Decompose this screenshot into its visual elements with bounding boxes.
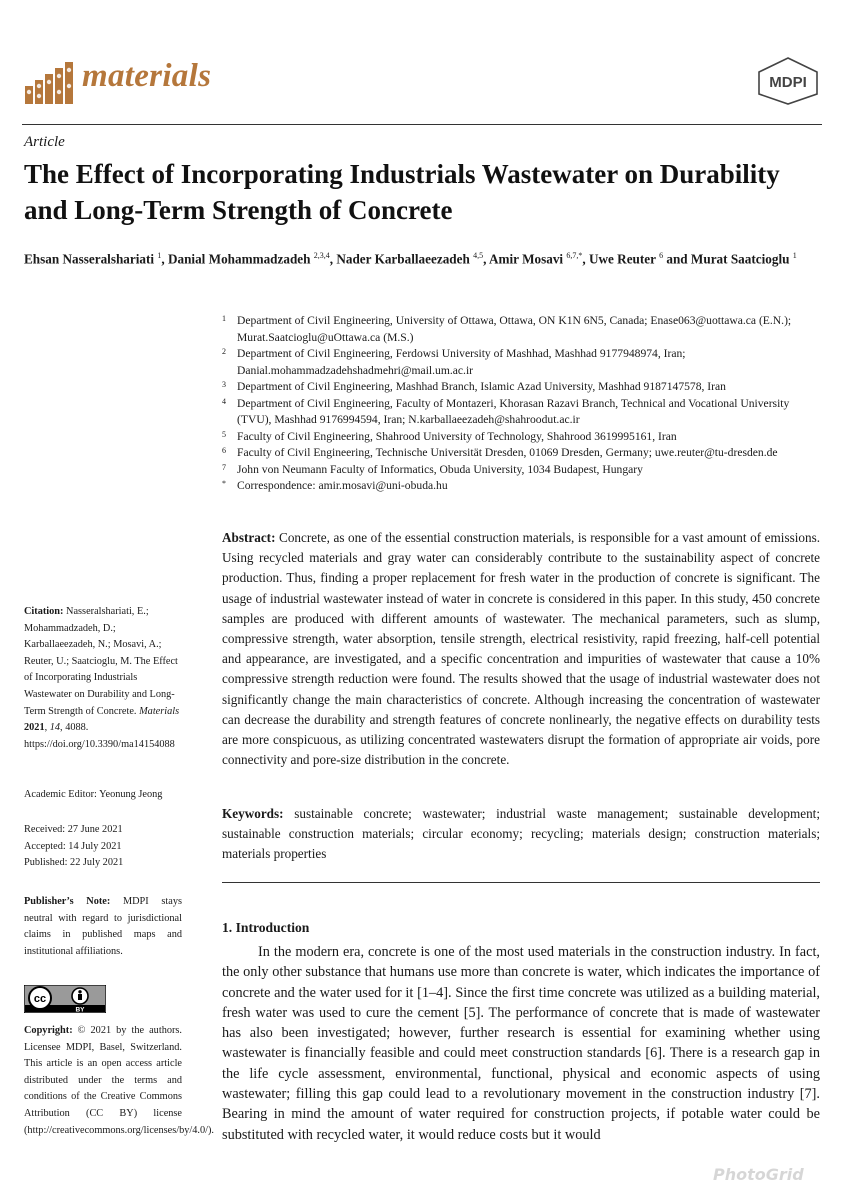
published-date: Published: 22 July 2021 — [24, 857, 124, 869]
affiliation-mark: * — [222, 479, 226, 488]
affiliation-item — [222, 462, 822, 479]
abstract-label: Abstract: — [222, 530, 276, 545]
header-divider — [22, 124, 822, 125]
citation-year: 2021 — [24, 722, 45, 734]
affiliation-item — [222, 396, 822, 429]
author-affiliation-mark: 1 — [157, 251, 162, 260]
affiliation-text: Faculty of Civil Engineering, Shahrood University of Technology, Shahrood 3619995161, Iran — [237, 429, 677, 443]
journal-logo — [22, 52, 232, 108]
affiliation-text: Department of Civil Engineering, Mashhad Branch, Islamic Azad University, Mashhad 9187147578, Iran — [237, 380, 726, 393]
author-affiliation-mark: 6 — [659, 251, 664, 260]
affiliation-mark: 2 — [222, 347, 226, 356]
journal-name: materials — [82, 58, 212, 94]
affiliation-text: Correspondence: amir.mosavi@uni-obuda.hu — [237, 479, 448, 492]
author-affiliation-mark: 2,3,4 — [313, 251, 330, 260]
affiliation-mark: 6 — [222, 446, 226, 455]
photogrid-watermark: PhotoGrid — [713, 1165, 804, 1184]
article-title: The Effect of Incorporating Industrials Wastewater on Durability and Long-Term Strength of Concrete — [24, 159, 780, 225]
mdpi-logo-icon — [755, 56, 821, 106]
affiliation-text: John von Neumann Faculty of Informatics, Obuda University, 1034 Budapest, Hungary — [237, 462, 643, 476]
affiliation-item — [222, 379, 822, 396]
keywords — [222, 804, 820, 865]
affiliation-text: Department of Civil Engineering, University of Ottawa, Ottawa, ON K1N 6N5, Canada; Enase063@uottawa.ca (E.N.); Murat.Saatcioglu@uOttawa.ca (M.S.) — [237, 314, 792, 344]
author-name: Amir Mosavi — [488, 251, 564, 267]
publisher-note-label: Publisher’s Note: — [24, 896, 111, 907]
article-type: Article — [24, 134, 65, 150]
accepted-date: Accepted: 14 July 2021 — [24, 840, 122, 852]
citation-doi[interactable]: , 4088. https://doi.org/10.3390/ma14154088 — [24, 722, 175, 750]
affiliation-mark: 7 — [222, 462, 226, 472]
author-name: Uwe Reuter — [588, 251, 656, 267]
author-affiliation-mark: 6,7,* — [566, 251, 583, 260]
author-name: Nader Karballaeezadeh — [336, 251, 470, 267]
section-divider — [222, 882, 820, 883]
affiliation-item — [222, 346, 822, 379]
cc-by-label: BY — [75, 1006, 85, 1013]
affiliation-text: Department of Civil Engineering, Faculty of Montazeri, Khorasan Razavi Branch, Technical and Vocational University (TVU), Mashhad 9176994594, Iran; N.karballaeezadeh@shahroodut.ac.ir — [237, 396, 790, 426]
journal-logo-icon — [22, 52, 78, 108]
affiliation-item — [222, 313, 822, 346]
affiliation-text: Faculty of Civil Engineering, Technische Universität Dresden, 01069 Dresden, Germany; uwe.reuter@tu-dresden.de — [237, 446, 778, 459]
author-affiliation-mark: 1 — [792, 251, 797, 260]
svg-text:cc: cc — [33, 993, 47, 1005]
affiliation-item — [222, 478, 822, 495]
author-name: Danial Mohammadzadeh — [167, 251, 311, 267]
author-name: Ehsan Nasseralshariati — [24, 251, 155, 267]
citation-block: Citation: Nasseralshariati, E.; Mohammadzadeh, D.; Karballaeezadeh, N.; Mosavi, A.; Reuter, U.; Saatcioglu, M. The Effect of Incorporating Industrials Wastewater on Durability and Long-Term Strength of Concrete. Materials 2021, 14, 4088. https://doi.org/10.3390/ma14154088 — [24, 606, 180, 750]
received-date: Received: 27 June 2021 — [24, 824, 123, 835]
copyright-block — [24, 1023, 214, 1139]
abstract — [222, 528, 820, 770]
author-name: Murat Saatcioglu — [690, 251, 790, 267]
cc-by-license-icon[interactable] — [24, 985, 106, 1013]
citation-volume: 14 — [49, 722, 61, 734]
keywords-text: sustainable concrete; wastewater; industrial waste management; sustainable development; sustainable construction materials; circular economy; recycling; materials design; construction materials; materials properties — [222, 806, 820, 862]
abstract-text: Concrete, as one of the essential construction materials, is responsible for a vast amount of emissions. Using recycled materials and gray water can considerably contribute to the sustainability aspect of concrete production. Thus, finding a proper replacement for fresh water in the production of concrete is significant. The usage of industrial wastewater instead of water in concrete is considered in this paper. In this study, 450 concrete samples are produced with different amounts of wastewater. The mechanical parameters, such as slump, compressive strength, water absorption, tensile strength, electrical resistivity, rapid freezing, half-cell potential and appearance, are investigated, and a specific concentration and impurities of wastewater that cause a 10% compressive strength reduction were found. The results showed that the usage of industrial wastewater does not significantly change the main characteristics of concrete. Although increasing the concentration of wastewater can decrease the durability and strength features of concrete nonlinearly, the negative effects on durability tests are more conspicuous, as utilizing concentrated wastewaters disrupt the formation of appropriate air voids, pore connectivity and pore-size distribution in the concrete. — [222, 530, 820, 768]
publication-dates — [24, 822, 182, 872]
publisher-note-text: MDPI stays neutral with regard to jurisdictional claims in published maps and institutional affiliations. — [24, 896, 182, 957]
author-list: Ehsan Nasseralshariati $^1$, Danial Mohammadzadeh $^{2,3,4}$, Nader Karballaeezadeh $^{4,5}$, Amir Mosavi $^{6,7,*}$, Uwe Reuter $^6$ and Murat Saatcioglu $^1$ — [24, 251, 797, 267]
citation-label: Citation: — [24, 606, 64, 617]
publisher-note — [24, 894, 182, 960]
introduction-text: In the modern era, concrete is one of the most used materials in the construction industry. In fact, the only other substance that humans use more than concrete is water, which indicates the importance of concrete and the water used for it [1–4]. Since the first time concrete was utilized as a building material, fresh water was used to cure the cement [5]. The performance of concrete that is made of wastewater has also been investigated; however, further research is essential for examining whether using wastewater is financially feasible and could meet construction standards [6]. There is a research gap in the life cycle assessment, environmental, functional, physical and economic aspects of using wastewater; filling this gap could lead to a revolutionary movement in the construction industry [7]. Bearing in mind the amount of water required for construction projects, if potable water could be substituted with recycled water, it would reduce costs but it would — [222, 944, 820, 1143]
affiliations — [222, 313, 822, 495]
academic-editor: Academic Editor: Yeonung Jeong — [24, 789, 163, 800]
section-heading: 1. Introduction — [222, 920, 310, 935]
copyright-label: Copyright: — [24, 1025, 73, 1036]
affiliation-item — [222, 445, 822, 462]
affiliation-item — [222, 429, 822, 446]
citation-text: Nasseralshariati, E.; Mohammadzadeh, D.; Karballaeezadeh, N.; Mosavi, A.; Reuter, U.; Saatcioglu, M. The Effect of Incorporating Industrials Wastewater on Durability and Long-Term Strength of Concrete. — [24, 606, 178, 717]
author-affiliation-mark: 4,5 — [473, 251, 484, 260]
affiliation-mark: 5 — [222, 429, 226, 439]
keywords-label: Keywords: — [222, 806, 284, 821]
affiliation-text: Department of Civil Engineering, Ferdowsi University of Mashhad, Mashhad 9177948974, Iran; Danial.mohammadzadehshadmehri@mail.um.ac.ir — [237, 347, 686, 377]
publisher-name: MDPI — [769, 74, 807, 91]
copyright-text: © 2021 by the authors. Licensee MDPI, Basel, Switzerland. This article is an open access article distributed under the terms and conditions of the Creative Commons Attribution (CC BY) license (http://creativecommons.org/licenses/by/4.0/). — [24, 1025, 214, 1136]
affiliation-mark: 3 — [222, 380, 226, 389]
citation-journal: Materials — [139, 705, 180, 717]
affiliation-mark: 4 — [222, 396, 226, 406]
affiliation-mark: 1 — [222, 314, 226, 323]
